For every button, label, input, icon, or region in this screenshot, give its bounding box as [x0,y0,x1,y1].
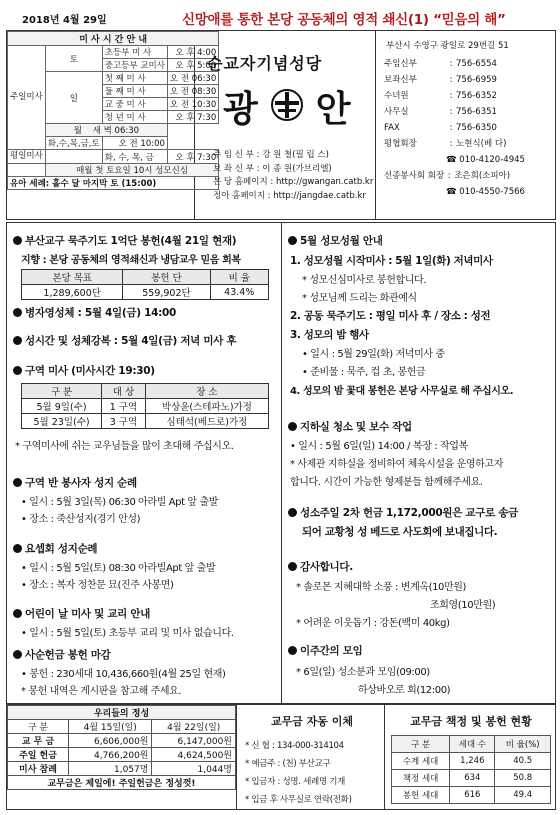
parish-name: 순교자기념성당 [207,54,323,73]
monthly-devotion: 매월 첫 토요일 10시 성모신심 [45,164,218,177]
sunday-mass-label: 주일미사 [8,46,46,150]
bullet-icon [13,544,22,553]
assistant-priest: 보 좌 신 부 : 이 종 원(가브리엘) [213,163,332,174]
info-line: • 일시 : 5월 29일(화) 저녁미사 중 [302,349,445,360]
mass-time: 오 후 7:30 [167,111,218,124]
bullet-icon [288,236,297,245]
mass-name: 화,수,목,금,토 [45,137,102,150]
bullet-icon [13,336,22,345]
info-line: • 봉헌 : 230세대 10,436,660원(4월 25일 현재) [21,669,226,680]
info-line: * 솔로몬 지혜대학 소풍 : 변계옥(10만원) [296,582,467,593]
staff-list [213,149,373,203]
table-row: 미사 참례 1,057명 1,044명 [8,762,236,776]
right-column [281,222,556,704]
schedule-title: 미 사 시 간 안 내 [8,32,219,46]
bullet-icon [13,478,22,487]
left-column [6,222,281,704]
info-line: * 봉헌 내역은 게시판을 참고해 주세요. [21,686,182,697]
section-vocation-offering: 성소주일 2차 헌금 1,172,000원은 교구로 송금 [288,505,518,520]
rosary-intention: 지향 : 본당 공동체의 영적쇄신과 냉담교우 믿음 회복 [21,255,241,266]
infant-baptism: 유아 세례: 홀수 달 마지막 토 (15:00) [8,177,219,190]
auto-transfer [239,705,385,809]
mass-time: 오 후 5:00 [167,59,218,72]
table-row: 수계 세대 1,246 40.5 [392,753,551,770]
issue-date: 2018년 4월 29일 [22,15,107,26]
pledge-title: 교무금 책정 및 봉헌 현황 [410,715,532,728]
auto-transfer-title: 교무금 자동 이체 [270,715,354,728]
district-note: * 구역미사에 쉬는 교우님들을 많이 초대해 주십시오. [15,441,234,452]
mass-time: 오 전 10:30 [167,98,218,111]
contact-rows [384,56,525,200]
section-meetings: 이주간의 모임 [288,643,362,658]
section-childrens-day: 어린이 날 미사 및 교리 안내 [13,606,150,621]
bullet-icon [288,562,297,571]
info-line: 1. 성모성월 시작미사 : 5월 1일(화) 저녁미사 [290,255,493,267]
table-row: 봉헌 세대 616 49.4 [392,787,551,804]
rosary-table: 본당 목표 봉헌 단 비 율 1,289,600단 559,902단 43.4% [21,269,269,300]
info-line: 되어 교황청 성 베드로 사도회에 보내집니다. [302,526,498,538]
contact-row: ☎ 010-4120-4945 [446,155,525,165]
parish-logo [197,31,373,219]
section-volunteer-pilgrimage: 구역 반 봉사자 성지 순례 [13,475,137,490]
bullet-icon [288,508,297,517]
pledge-status [387,705,555,809]
section-lent-offering: 사순헌금 봉헌 마감 [13,647,110,662]
contact-row: 수녀원 : 756-6352 [384,91,497,101]
mass-name: 중고등부 교미사 [102,59,167,72]
mass-time: 오 후 4:00 [167,46,218,59]
contact-row: FAX : 756-6350 [384,123,497,133]
mass-name: 화, 수, 목, 금 [102,150,167,164]
contact-row: 선종봉사회 회장 : 조은희(소피아) [384,171,511,181]
info-line: 4. 성모의 밤 꽃대 봉헌은 본당 사무실로 해 주십시오. [290,386,514,397]
mass-time: 오 전 10:00 [102,137,167,150]
offerings-table: 우리들의 정성 구 분 4월 15일(일) 4월 22일(일) 교 무 금 6,606,000원 6,147,000원 주일 헌금 4,766,200원 4,624,500원 미사 참례 1,057명 1,044명 교무금은 제일에! 주일헌금은 정성껏! [7,705,237,809]
bulletin-name: 광 안 [223,88,351,130]
day-sat: 토 [45,46,102,72]
info-line: • 일시 : 5월 3일(목) 06:30 아라빌 Apt 앞 출발 [21,497,218,508]
mass-name: 둘 째 미 사 [102,85,167,98]
bullet-icon [13,609,22,618]
church-emblem-icon [269,87,305,123]
info-line: • 장소 : 복자 정찬문 묘(진주 사봉면) [21,580,174,591]
contact-row: 주임신부 : 756-6554 [384,59,497,69]
top-bar [6,4,556,30]
bullet-icon [288,422,297,431]
section-sick-communion: 병자영성체 : 5월 4일(금) 14:00 [13,305,176,320]
mass-time: 오 전 06:30 [167,72,218,85]
section-rosary: 부산교구 묵주기도 1억단 봉헌(4월 21일 현재) [13,233,236,248]
section-basement-cleanup: 지하실 청소 및 보수 작업 [288,419,412,434]
day-sun: 일 [45,72,102,124]
contact-panel [375,31,555,219]
address: 부산시 수영구 광일로 29번길 51 [386,41,509,51]
info-line: 3. 성모의 밤 행사 [290,329,369,341]
section-joseph-pilgrimage: 요셉회 성지순례 [13,541,97,556]
bottom-panel [6,704,556,810]
info-line: * 입금 후 사무실로 연락(전화) [245,795,352,805]
bullet-icon [13,236,22,245]
info-line: * 6일(일) 성소분과 모임(09:00) [296,667,430,678]
bullet-icon [13,650,22,659]
contact-row: 보좌신부 : 756-6959 [384,75,497,85]
info-line: • 일시 : 5월 5일(토) 08:30 아라빌Apt 앞 출발 [21,563,216,574]
section-thanks: 감사합니다. [288,559,353,574]
info-line: 합니다. 시간이 가능한 형제분들 함께해주세요. [290,477,483,488]
info-line: 조희영(10만원) [430,600,496,611]
contact-row: 사무실 : 756-6351 [384,107,497,117]
info-line: * 입금자 : 성명. 세례명 기재 [245,777,346,787]
info-line: * 성모님께 드리는 화관예식 [302,293,417,304]
info-line: • 준비물 : 묵주, 컵 초, 봉헌금 [302,367,426,378]
headline: 신망애를 통한 본당 공동체의 영적 쇄신(1) “믿음의 해” [182,12,506,28]
table-row: 교 무 금 6,606,000원 6,147,000원 [8,734,236,748]
weekday-mass-label-2: 평일미사 [8,150,46,164]
bullet-icon [13,308,22,317]
info-line: * 신 협 : 134-000-314104 [245,741,344,751]
info-line: * 예금주 : (천) 부산교구 [245,759,331,769]
table-row: 주일 헌금 4,766,200원 4,624,500원 [8,748,236,762]
bullet-icon [13,366,22,375]
section-may-marian: 5월 성모성월 안내 [288,233,383,248]
masthead [6,30,556,220]
mass-name: 초등부 미 사 [102,46,167,59]
district-mass-table: 구 분 대 상 장 소 5월 9일(수) 1 구역 박상윤(스테파노)가정 5월 23일(수) 3 구역 심태석(베드로)가정 [21,383,269,429]
mass-name: 교 중 미 사 [102,98,167,111]
mass-time: 오 후 7:30 [167,150,218,164]
offerings-note: 교무금은 제일에! 주일헌금은 정성껏! [8,776,236,790]
weekday-head: 월 새 벽 06:30 [45,124,167,137]
offerings-title: 우리들의 정성 [8,706,236,720]
info-line: * 어려운 이웃돕기 : 강돈(백미 40kg) [296,618,450,629]
info-line: * 성모신심미사로 봉헌합니다. [302,275,427,286]
section-district-mass: 구역 미사 (미사시간 19:30) [13,363,155,378]
section-holy-hour: 성시간 및 성체강복 : 5월 4일(금) 저녁 미사 후 [13,333,236,348]
info-line: 2. 공동 묵주기도 : 평일 미사 후 / 장소 : 성전 [290,310,491,322]
contact-row: ☎ 010-4550-7566 [446,187,525,197]
mass-name: 첫 째 미 사 [102,72,167,85]
info-line: • 장소 : 죽산성지(경기 안성) [21,514,141,525]
info-line: 하상바오로 회(12:00) [358,685,451,696]
homepage-link[interactable]: 본 당 홈페이지 : http://gwangan.catb.kr [213,177,374,187]
contact-row: 평협회장 : 노현식(베 다) [384,139,507,149]
homepage-link-2[interactable]: 정아 홈페이지 : http://jangdae.catb.kr [213,190,366,201]
info-line: • 일시 : 5월 6일(일) 14:00 / 복장 : 작업복 [290,441,468,452]
mass-time: 오 전 08:30 [167,85,218,98]
pledge-table: 구 분 세대 수 비 율(%) 수계 세대 1,246 40.5 책정 세대 634 50.8 봉헌 세대 616 49.4 [391,735,551,804]
bullet-icon [288,646,297,655]
info-line: • 일시 : 5월 5일(토) 초등부 교리 및 미사 없습니다. [21,628,234,639]
mass-schedule [7,31,217,219]
info-line: * 사제관 지하실을 정비하여 체육시설을 운영하고자 [290,459,503,470]
pastor: 주 임 신 부 : 강 원 철(필 립 스) [213,150,329,160]
mass-name: 청 년 미 사 [102,111,167,124]
table-row: 책정 세대 634 50.8 [392,770,551,787]
